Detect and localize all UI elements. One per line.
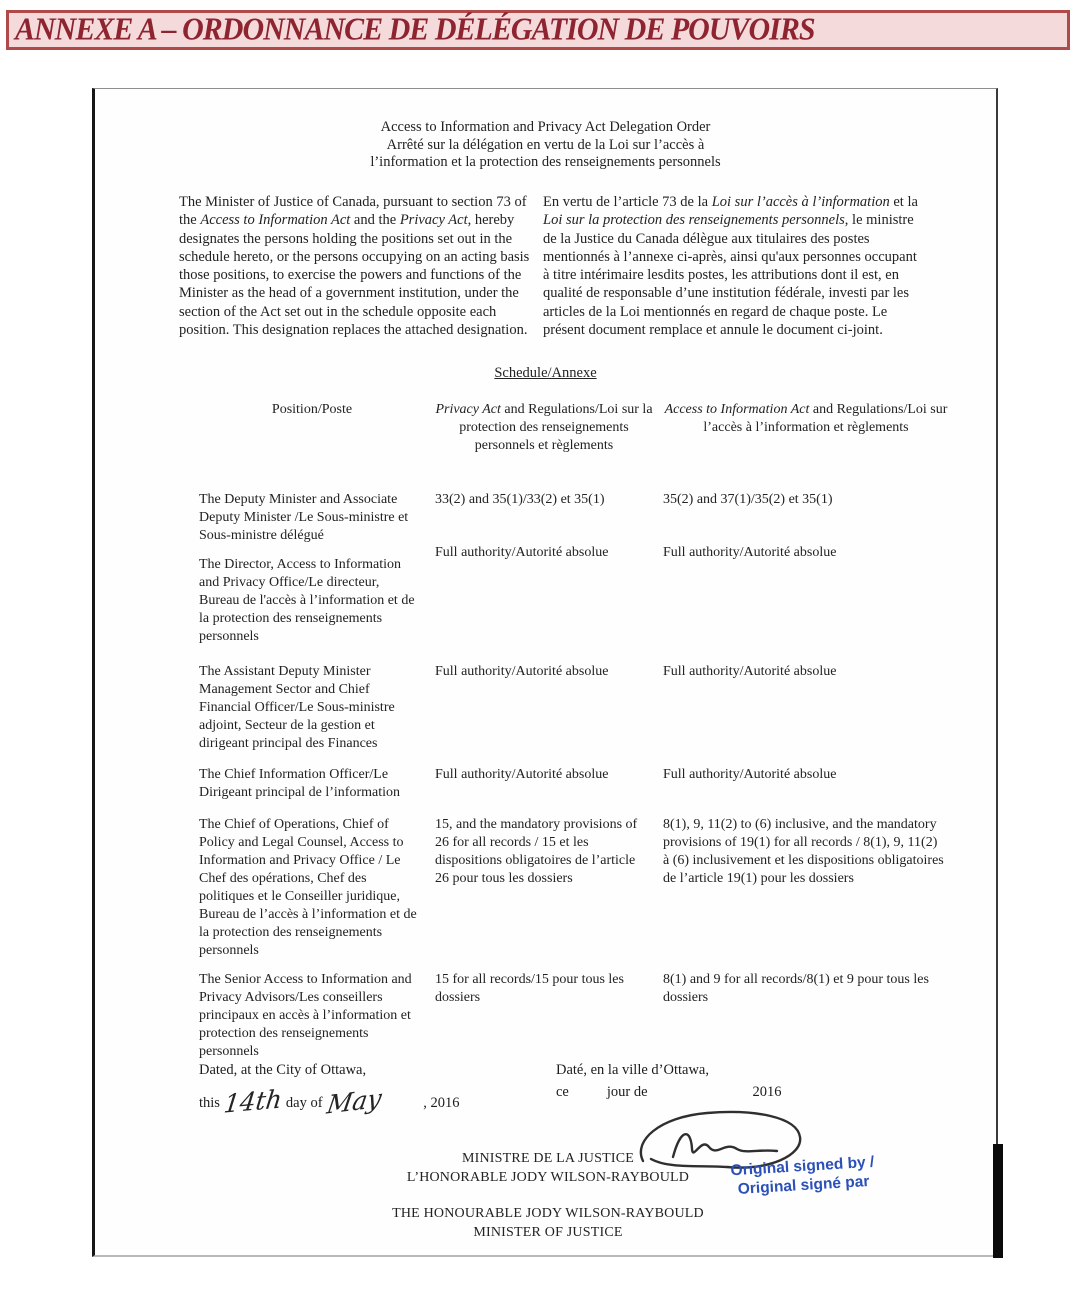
- handwritten-day: 14th: [222, 1084, 284, 1119]
- stamp-line-fr: Original signé par: [737, 1172, 870, 1198]
- minister-name-en: THE HONOURABLE JODY WILSON-RAYBOULD: [392, 1206, 704, 1221]
- privacy-cell: 33(2) and 35(1)/33(2) et 35(1): [435, 492, 605, 507]
- document-title: [95, 119, 996, 172]
- intro-paragraph-en: [179, 193, 531, 339]
- dated-this-label: this: [199, 1095, 220, 1111]
- intro-fr-act-title: Loi sur l’accès à l’information: [711, 194, 890, 210]
- privacy-cell: Full authority/Autorité absolue: [435, 664, 609, 679]
- access-cell: 8(1), 9, 11(2) to (6) inclusive, and the mandatory provisions of 19(1) for all records / 8(1), 9, 11(2) à (6) inclusivement et les dispositions obligatoires de l’article 19(1) pour les dossiers: [663, 817, 944, 886]
- minister-name-fr: L’HONORABLE JODY WILSON-RAYBOULD: [406, 1170, 690, 1185]
- privacy-cell: 15, and the mandatory provisions of 26 for all records / 15 et les dispositions obligatoires de l’article 26 pour tous les dossiers: [435, 817, 638, 886]
- position-cell: The Director, Access to Information and Privacy Office/Le directeur, Bureau de l'accès à l’information et de la protection des renseignements personnels: [199, 557, 415, 644]
- access-cell: Full authority/Autorité absolue: [663, 767, 837, 782]
- dated-year-fr: 2016: [752, 1084, 782, 1100]
- scanned-document-page: [92, 88, 998, 1257]
- dated-year-en: , 2016: [423, 1095, 460, 1111]
- table-header-privacy: [435, 401, 663, 455]
- privacy-act-title: Privacy Act: [435, 402, 501, 417]
- position-cell: The Chief Information Officer/Le Dirigeant principal de l’information: [199, 767, 400, 800]
- table-row: [199, 816, 959, 960]
- access-cell: 35(2) and 37(1)/35(2) et 35(1): [663, 492, 833, 507]
- document-title-line-fr-2: l’information et la protection des renseignements personnels: [370, 154, 721, 170]
- handwritten-month: May: [324, 1083, 384, 1120]
- position-cell: The Chief of Operations, Chief of Policy and Legal Counsel, Access to Information and Privacy Office / Le Chef des opérations, Chef des politiques et le Conseiller juridique, Bureau de l’accès à l’information et de la protection des renseignements personnels: [199, 817, 417, 958]
- dated-line-en: Dated, at the City of Ottawa,: [199, 1062, 367, 1078]
- access-cell: Full authority/Autorité absolue: [663, 545, 837, 560]
- table-row: [199, 971, 959, 1061]
- position-cell: The Assistant Deputy Minister Management Sector and Chief Financial Officer/Le Sous-ministre adjoint, Secteur de la gestion et dirigeant principal des Finances: [199, 664, 395, 751]
- dated-line-fr: Daté, en la ville d’Ottawa,: [556, 1062, 709, 1078]
- privacy-cell: Full authority/Autorité absolue: [435, 545, 609, 560]
- table-header-row: [199, 401, 959, 455]
- annex-banner-title: ANNEXE A – ORDONNANCE DE DÉLÉGATION DE POUVOIRS: [15, 12, 815, 47]
- intro-en-act-title: Privacy Act: [399, 212, 468, 229]
- dated-ce-label: ce: [556, 1084, 569, 1100]
- table-row: [199, 544, 959, 646]
- intro-en-text: , hereby designates the persons holding the positions set out in the schedule hereto, or the persons occupying on an acting basis those positions, to exercise the powers and functions of the Minister as the head of a government institution, under the section of the Act set out in the schedule opposite each position. This designation replaces the attached designation.: [179, 212, 530, 339]
- intro-paragraph-fr: [543, 193, 921, 339]
- dated-fill-in-fr: [556, 1084, 782, 1101]
- table-header-access: [663, 401, 959, 455]
- position-cell: The Senior Access to Information and Privacy Advisors/Les conseillers principaux en accès à l’information et protection des renseignements personnels: [199, 972, 412, 1059]
- schedule-heading: Schedule/Annexe: [494, 365, 597, 381]
- document-title-line-fr-1: Arrêté sur la délégation en vertu de la Loi sur l’accès à: [386, 136, 705, 153]
- position-cell: The Deputy Minister and Associate Deputy Minister /Le Sous-ministre et Sous-ministre délégué: [199, 492, 409, 543]
- privacy-cell: 15 for all records/15 pour tous les dossiers: [435, 972, 624, 1005]
- table-row: [199, 491, 959, 545]
- table-row: [199, 766, 959, 802]
- annex-banner: [6, 10, 1070, 50]
- dated-jour-de-label: jour de: [606, 1084, 648, 1100]
- intro-en-act-title: Access to Information Act: [200, 212, 351, 229]
- access-act-title: Access to Information Act: [664, 402, 810, 417]
- intro-fr-act-title: Loi sur la protection des renseignements personnels: [543, 212, 845, 229]
- privacy-cell: Full authority/Autorité absolue: [435, 767, 609, 782]
- intro-fr-text: , le ministre de la Justice du Canada délègue aux titulaires des postes mentionnés à l’annexe ci-après, ainsi qu'aux personnes occupant à titre intérimaire lesdits postes, les attributions dont il est, en qualité de responsable d’une institution fédérale, investi par les articles de la Loi mentionnés en regard de chaque poste. Le présent document remplace et annule le document ci-joint.: [543, 212, 917, 339]
- intro-en-text: The Minister of Justice of Canada, pursuant to section 73 of the: [179, 194, 527, 229]
- table-header-position: Position/Poste: [271, 402, 353, 417]
- scan-edge-artifact: [993, 1144, 1003, 1258]
- intro-fr-text: En vertu de l’article 73 de la: [543, 194, 712, 210]
- dated-day-of-label: day of: [285, 1095, 323, 1111]
- intro-fr-text: et la: [889, 194, 918, 210]
- minister-title-fr: MINISTRE DE LA JUSTICE: [461, 1151, 634, 1166]
- table-row: [199, 663, 959, 753]
- dated-fill-in-en: [199, 1083, 460, 1120]
- intro-en-text: and the: [350, 212, 400, 229]
- document-title-line-en: Access to Information and Privacy Act Delegation Order: [380, 119, 711, 135]
- minister-title-en: MINISTER OF JUSTICE: [473, 1225, 623, 1240]
- access-header-rest: and Regulations/Loi sur l’accès à l’information et règlements: [703, 402, 948, 435]
- privacy-header-rest: and Regulations/Loi sur la protection des renseignements personnels et règlements: [459, 402, 653, 453]
- stamp-line-en: Original signed by /: [730, 1153, 875, 1180]
- access-cell: Full authority/Autorité absolue: [663, 664, 837, 679]
- access-cell: 8(1) and 9 for all records/8(1) et 9 pour tous les dossiers: [663, 972, 929, 1005]
